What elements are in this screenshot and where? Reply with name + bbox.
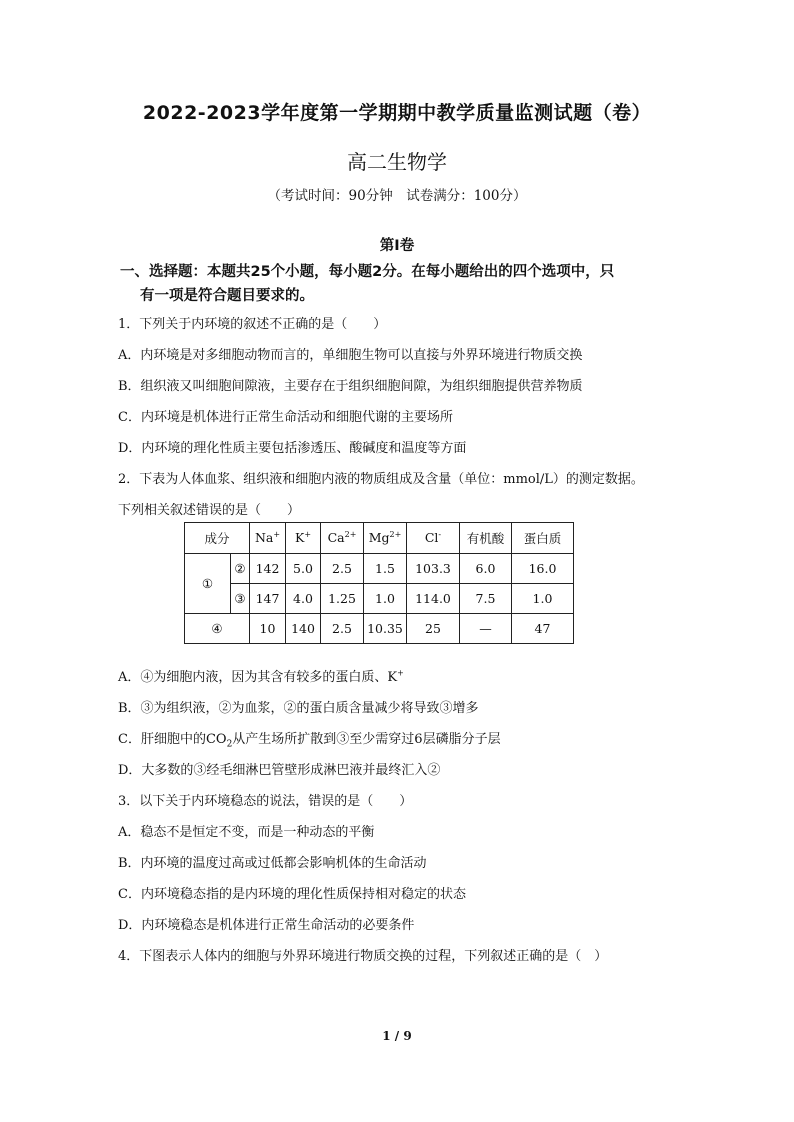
section-instructions-line1: 一、选择题：本题共25个小题，每小题2分。在每小题给出的四个选项中，只 — [120, 264, 615, 280]
q2-option-c: C．肝细胞中的$CO_2$从产生场所扩散到③至少需穿过6层磷脂分子层 — [118, 732, 501, 750]
exam-title: 2022-2023学年度第一学期期中教学质量监测试题（卷） — [142, 102, 652, 124]
row-label: ③ — [231, 584, 250, 614]
q1-stem: 1．下列关于内环境的叙述不正确的是（ ） — [118, 317, 387, 332]
q1-option-a: A．内环境是对多细胞动物而言的，单细胞生物可以直接与外界环境进行物质交换 — [118, 348, 583, 363]
section-instructions-line2: 有一项是符合题目要求的。 — [140, 288, 314, 304]
table-cell: 7.5 — [460, 584, 512, 614]
table-cell: 10 — [250, 614, 286, 644]
page-number: 1 / 9 — [382, 1029, 412, 1043]
q1-option-b: B．组织液又叫细胞间隙液，主要存在于组织细胞间隙，为组织细胞提供营养物质 — [118, 379, 583, 394]
q4-stem: 4．下图表示人体内的细胞与外界环境进行物质交换的过程，下列叙述正确的是（ ） — [118, 949, 608, 964]
header-na: Na+ — [250, 523, 286, 554]
table-cell: — — [460, 614, 512, 644]
exam-subject: 高二生物学 — [347, 150, 447, 174]
header-mg: $Mg^{2+}$ — [364, 523, 407, 554]
composition-table — [184, 522, 574, 644]
table-row — [185, 584, 574, 614]
q3-option-d: D．内环境稳态是机体进行正常生命活动的必要条件 — [118, 918, 415, 933]
header-protein: 蛋白质 — [512, 523, 574, 554]
table-cell: 140 — [286, 614, 321, 644]
table-row — [185, 614, 574, 644]
table-cell: 47 — [512, 614, 574, 644]
table-cell: 5.0 — [286, 554, 321, 584]
q3-option-c: C．内环境稳态指的是内环境的理化性质保持相对稳定的状态 — [118, 887, 466, 902]
header-component: 成分 — [185, 523, 250, 554]
table-cell: 25 — [407, 614, 460, 644]
table-cell: 142 — [250, 554, 286, 584]
q1-option-d: D．内环境的理化性质主要包括渗透压、酸碱度和温度等方面 — [118, 441, 467, 456]
table-cell: 114.0 — [407, 584, 460, 614]
table-header-row — [185, 523, 574, 554]
header-ca: $Ca^{2+}$ — [321, 523, 364, 554]
table-cell: 1.5 — [364, 554, 407, 584]
header-k: K+ — [286, 523, 321, 554]
q3-option-b: B．内环境的温度过高或过低都会影响机体的生命活动 — [118, 856, 427, 871]
table-cell: 16.0 — [512, 554, 574, 584]
q3-option-a: A．稳态不是恒定不变，而是一种动态的平衡 — [118, 825, 375, 840]
table-cell: 2.5 — [321, 554, 364, 584]
header-organic-acid: 有机酸 — [460, 523, 512, 554]
table-cell: 1.25 — [321, 584, 364, 614]
q1-option-c: C．内环境是机体进行正常生命活动和细胞代谢的主要场所 — [118, 410, 453, 425]
table-cell: 2.5 — [321, 614, 364, 644]
table-cell: 147 — [250, 584, 286, 614]
table-cell: 4.0 — [286, 584, 321, 614]
q2-option-b: B．③为组织液，②为血浆，②的蛋白质含量减少将导致③增多 — [118, 701, 479, 716]
q2-stem-line1: 2．下表为人体血浆、组织液和细胞内液的物质组成及含量（单位：mmol/L）的测定数据。 — [118, 472, 644, 487]
table-row — [185, 554, 574, 584]
row-label: ② — [231, 554, 250, 584]
q3-stem: 3．以下关于内环境稳态的说法，错误的是（ ） — [118, 794, 413, 809]
table-cell: 1.0 — [364, 584, 407, 614]
table-cell: 6.0 — [460, 554, 512, 584]
table-cell: 1.0 — [512, 584, 574, 614]
q2-option-d: D．大多数的③经毛细淋巴管壁形成淋巴液并最终汇入② — [118, 763, 441, 778]
q2-option-a: A．④为细胞内液，因为其含有较多的蛋白质、K+ — [118, 668, 404, 685]
part-heading: 第Ⅰ卷 — [379, 238, 415, 254]
q2-stem-line2: 下列相关叙述错误的是（ ） — [118, 503, 301, 518]
table-cell: 10.35 — [364, 614, 407, 644]
exam-meta: （考试时间：90分钟 试卷满分：100分） — [267, 188, 527, 204]
group-label: ① — [185, 554, 231, 614]
table-cell: 103.3 — [407, 554, 460, 584]
row-label: ④ — [185, 614, 250, 644]
header-cl: Cl- — [407, 523, 460, 554]
